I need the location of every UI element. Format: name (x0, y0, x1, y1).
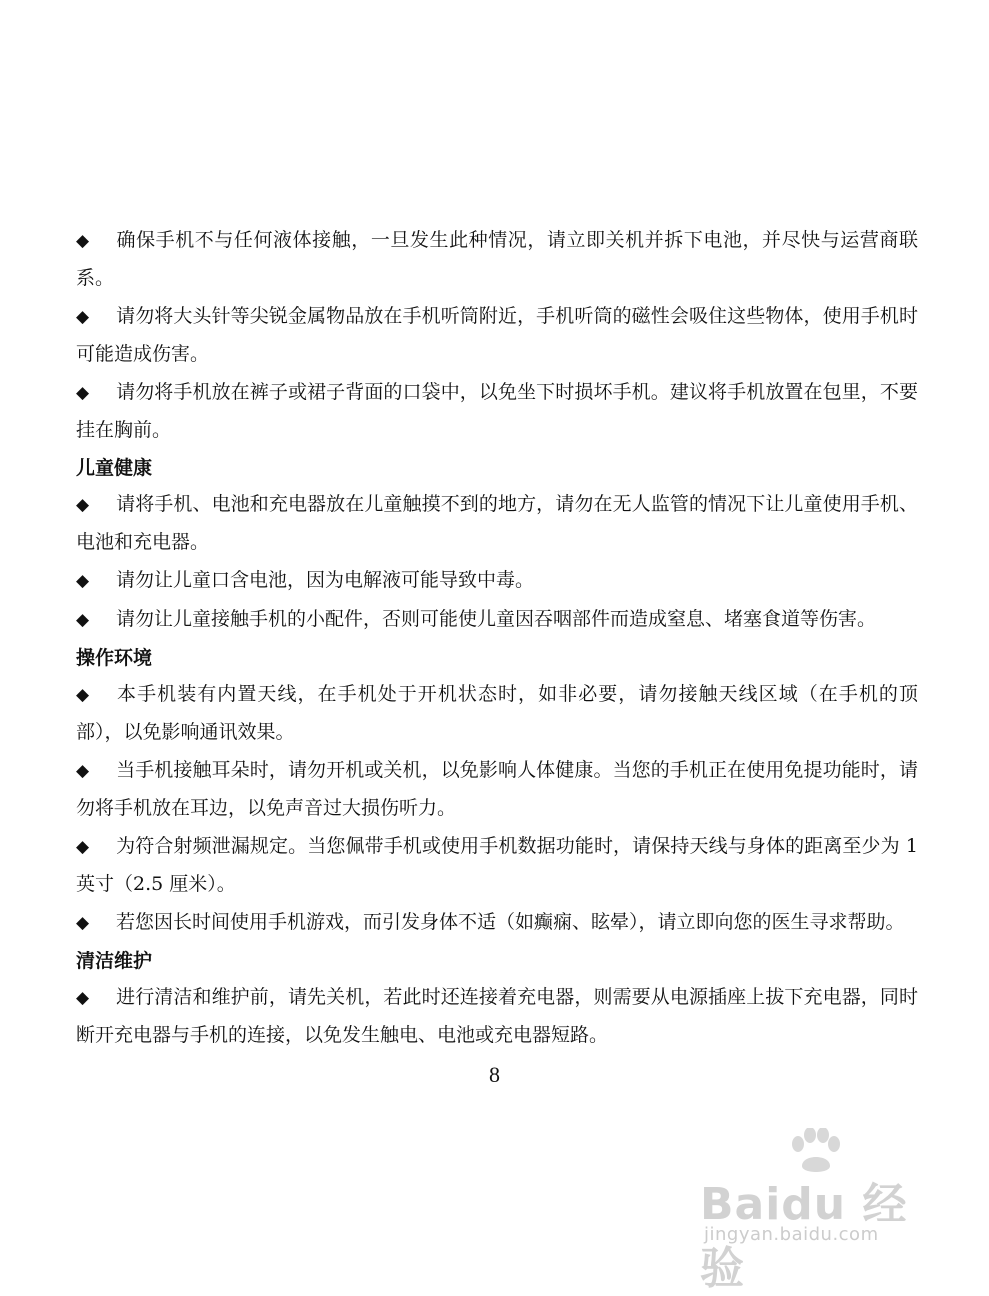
bullet-item: ◆ 请勿让儿童口含电池，因为电解液可能导致中毒。 (76, 562, 918, 600)
section-child-health (76, 450, 918, 639)
bullet-item: ◆ 进行清洁和维护前，请先关机，若此时还连接着充电器，则需要从电源插座上拔下充电器，同时断开充电器与手机的连接，以免发生触电、电池或充电器短路。 (76, 979, 918, 1054)
bullet-item: ◆ 请勿将大头针等尖锐金属物品放在手机听筒附近，手机听筒的磁性会吸住这些物体，使用手机时可能造成伤害。 (76, 298, 918, 373)
bullet-item: ◆ 确保手机不与任何液体接触，一旦发生此种情况，请立即关机并拆下电池，并尽快与运营商联系。 (76, 222, 918, 297)
diamond-bullet-icon: ◆ (76, 231, 90, 251)
page-number: 8 (489, 1062, 500, 1087)
bullet-item: ◆ 请将手机、电池和充电器放在儿童触摸不到的地方，请勿在无人监管的情况下让儿童使用手机、电池和充电器。 (76, 486, 918, 561)
section-heading-cleaning-maintenance: 清洁维护 (76, 950, 153, 972)
diamond-bullet-icon: ◆ (76, 307, 90, 327)
diamond-bullet-icon: ◆ (76, 495, 90, 515)
diamond-bullet-icon: ◆ (76, 610, 90, 630)
bullet-item: ◆ 请勿让儿童接触手机的小配件，否则可能使儿童因吞咽部件而造成窒息、堵塞食道等伤害。 (76, 601, 918, 639)
section-operating-environment (76, 640, 918, 942)
diamond-bullet-icon: ◆ (76, 383, 90, 403)
watermark-brand: Baidu 经验 (700, 1179, 908, 1294)
baidu-jingyan-watermark (700, 1128, 940, 1294)
diamond-bullet-icon: ◆ (76, 913, 90, 933)
bullet-item: ◆ 请勿将手机放在裤子或裙子背面的口袋中，以免坐下时损坏手机。建议将手机放置在包里，不要挂在胸前。 (76, 374, 918, 449)
section-heading-operating-environment: 操作环境 (76, 647, 153, 669)
diamond-bullet-icon: ◆ (76, 988, 90, 1008)
bullet-item: ◆ 当手机接触耳朵时，请勿开机或关机，以免影响人体健康。当您的手机正在使用免提功能时，请勿将手机放在耳边，以免声音过大损伤听力。 (76, 752, 918, 827)
section-safety (76, 222, 918, 449)
section-heading-child-health: 儿童健康 (76, 457, 153, 479)
watermark-url: jingyan.baidu.com (704, 1224, 879, 1245)
bullet-item: ◆ 为符合射频泄漏规定。当您佩带手机或使用手机数据功能时，请保持天线与身体的距离至少为 1 英寸（2.5 厘米）。 (76, 828, 918, 903)
document-body (76, 222, 918, 1055)
diamond-bullet-icon: ◆ (76, 685, 90, 705)
diamond-bullet-icon: ◆ (76, 761, 90, 781)
bullet-item: ◆ 本手机装有内置天线，在手机处于开机状态时，如非必要，请勿接触天线区域（在手机的顶部），以免影响通讯效果。 (76, 676, 918, 751)
diamond-bullet-icon: ◆ (76, 837, 90, 857)
diamond-bullet-icon: ◆ (76, 571, 90, 591)
bullet-item: ◆ 若您因长时间使用手机游戏，而引发身体不适（如癫痫、眩晕），请立即向您的医生寻求帮助。 (76, 904, 918, 942)
section-cleaning-maintenance (76, 943, 918, 1054)
